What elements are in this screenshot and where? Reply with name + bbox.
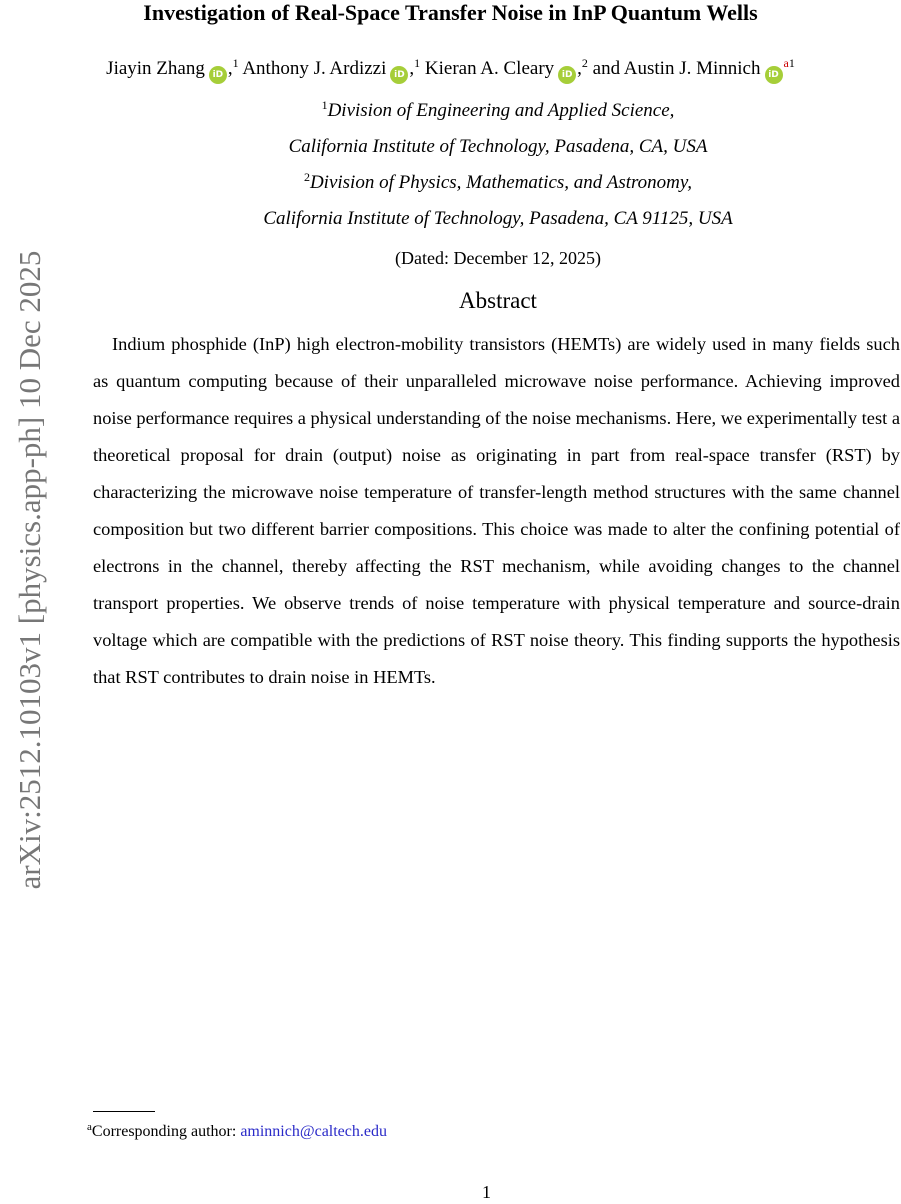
orcid-icon[interactable]: iD	[209, 66, 227, 84]
affiliation-ref: 2	[581, 56, 588, 70]
author-name: Kieran A. Cleary	[424, 58, 555, 79]
paper-title: Investigation of Real-Space Transfer Noise in InP Quantum Wells	[143, 0, 758, 25]
footnote-ref-link[interactable]: a	[783, 56, 789, 70]
email-link[interactable]: aminnich@caltech.edu	[240, 1123, 387, 1140]
dated-line: (Dated: December 12, 2025)	[395, 248, 601, 268]
affiliation-1-line2: California Institute of Technology, Pasadena, CA, USA	[288, 136, 708, 157]
affiliation-ref: 1	[788, 56, 795, 70]
abstract-body: Indium phosphide (InP) high electron-mobility transistors (HEMTs) are widely used in many fields such as quantum computing because of their unparalleled microwave noise performance. Achieving improved noise performance requires a physical understanding of the noise mechanisms. Here, we experimentally test a theoretical proposal for drain (output) noise as originating in part from real-space transfer (RST) by characterizing the microwave noise temperature of transfer-length method structures with the same channel composition but two different barrier compositions. This choice was made to alter the confining potential of electrons in the channel, thereby affecting the RST mechanism, while avoiding changes to the channel transport properties. We observe trends of noise temperature with physical temperature and source-drain voltage which are compatible with the predictions of RST noise theory. This finding supports the hypothesis that RST contributes to drain noise in HEMTs.	[93, 334, 900, 687]
author-name: Jiayin Zhang	[106, 58, 205, 79]
affiliation-2-line2: California Institute of Technology, Pasadena, CA 91125, USA	[263, 208, 733, 229]
page-number: 1	[482, 1182, 491, 1202]
arxiv-sidebar-stamp: arXiv:2512.10103v1 [physics.app-ph] 10 Dec 2025	[12, 250, 47, 890]
affiliation-2-line1: $^2$Division of Physics, Mathematics, and Astronomy,	[303, 170, 693, 193]
footnote: $^a$Corresponding author: aminnich@caltech.edu	[87, 1121, 387, 1140]
author-list: Jiayin Zhang iD ,$^1$ Anthony J. Ardizzi iD ,$^1$ Kieran A. Cleary iD ,$^2$ and Austin J. Minnich $iD^{a1}$	[0, 56, 901, 84]
footnote-rule	[93, 1111, 155, 1112]
affiliation-ref: 1	[232, 56, 239, 70]
author-name: and Austin J. Minnich	[592, 58, 761, 79]
affiliation-1-line1: $^1$Division of Engineering and Applied Science,	[321, 98, 675, 121]
affiliation-ref: 1	[414, 56, 421, 70]
orcid-icon[interactable]: iD	[390, 66, 408, 84]
author-name: Anthony J. Ardizzi	[242, 58, 387, 79]
abstract-heading: Abstract	[459, 288, 537, 313]
orcid-icon[interactable]: iD	[765, 66, 783, 84]
orcid-icon[interactable]: iD	[558, 66, 576, 84]
